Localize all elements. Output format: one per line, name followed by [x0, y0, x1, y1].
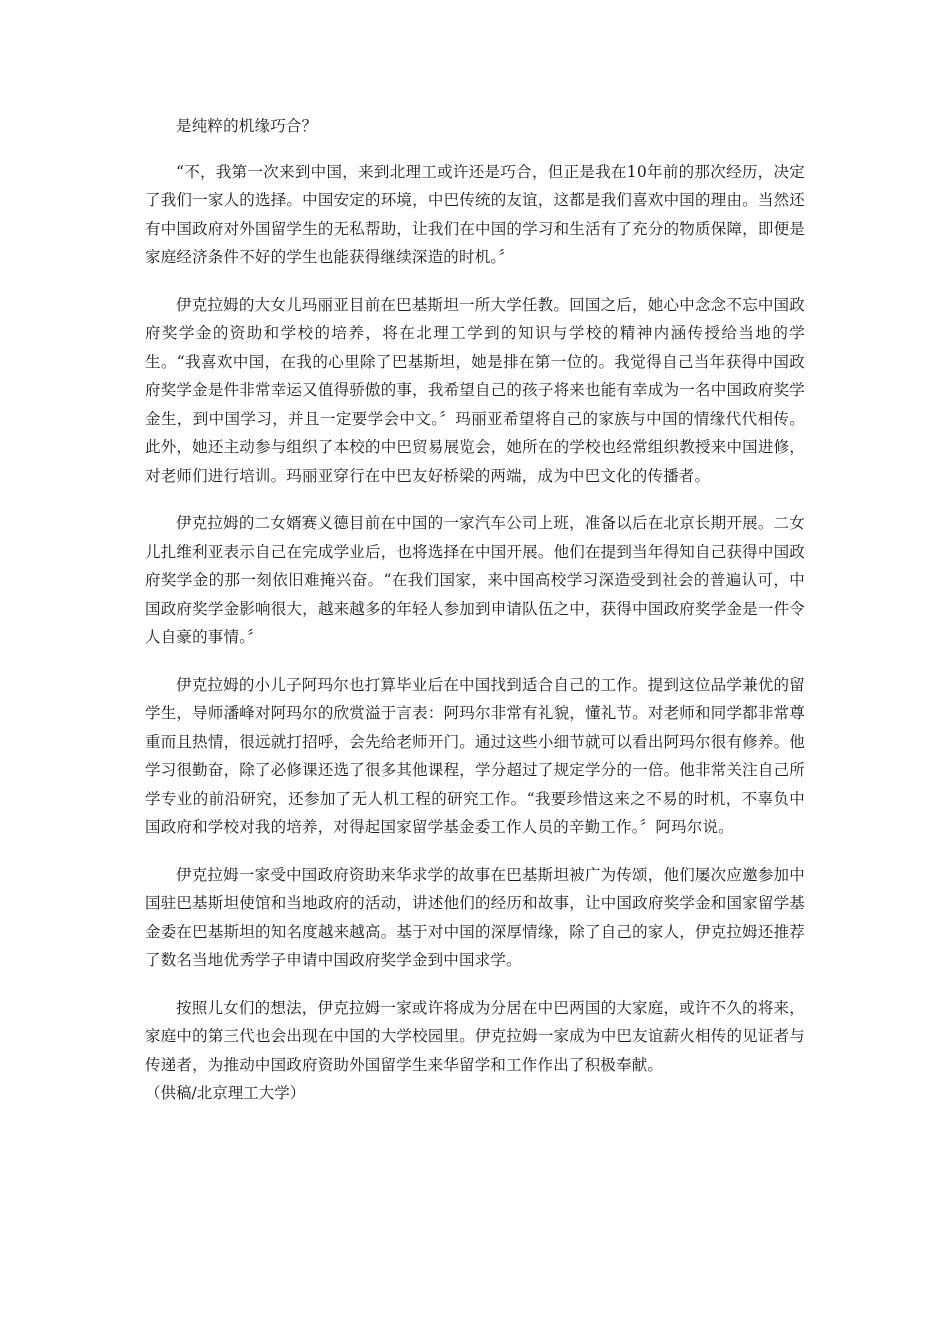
paragraph-saeed-zawilia: 伊克拉姆的二女婿赛义德目前在中国的一家汽车公司上班，准备以后在北京长期开展。二女儿扎维利亚表示自己在完成学业后，也将选择在中国开展。他们在提到当年得知自己获得中国政府奖学金的那一刻依旧难掩兴奋。“在我们国家，来中国高校学习深造受到社会的普遍认可，中国政府奖学金影响很大，越来越多的年轻人参加到申请队伍之中，获得中国政府奖学金是一件令人自豪的事情。〞 [145, 514, 805, 646]
paragraph-conclusion: 按照儿女们的想法，伊克拉姆一家或许将成为分居在中巴两国的大家庭，或许不久的将来，家庭中的第三代也会出现在中国的大学校园里。伊克拉姆一家成为中巴友谊薪火相传的见证者与传递者，为推动中国政府资助外国留学生来华留学和工作作出了积极奉献。 [145, 998, 805, 1074]
source-credit: （供稿/北京理工大学） [145, 1084, 306, 1102]
paragraph-maria: 伊克拉姆的大女儿玛丽亚目前在巴基斯坦一所大学任教。回国之后，她心中念念不忘中国政府奖学金的资助和学校的培养，将在北理工学到的知识与学校的精神内涵传授给当地的学生。“我喜欢中国，在我的心里除了巴基斯坦，她是排在第一位的。我觉得自己当年获得中国政府奖学金是件非常幸运又值得骄傲的事，我希望自己的孩子将来也能有幸成为一名中国政府奖学金生，到中国学习，并且一定要学会中文。〞玛丽亚希望将自己的家族与中国的情缘代代相传。此外，她还主动参与组织了本校的中巴贸易展览会，她所在的学校也经常组织教授来中国进修，对老师们进行培训。玛丽亚穿行在中巴友好桥梁的两端，成为中巴文化的传播者。 [145, 295, 805, 485]
paragraph-ikram-quote: “不，我第一次来到中国，来到北理工或许还是巧合，但正是我在10年前的那次经历，决定了我们一家人的选择。中国安定的环境，中巴传统的友谊，这都是我们喜欢中国的理由。当然还有中国政府对外国留学生的无私帮助，让我们在中国的学习和生活有了充分的物质保障，即便是家庭经济条件不好的学生也能获得继续深造的时机。〞 [145, 162, 805, 266]
article-body [145, 112, 805, 1108]
paragraph-family-story: 伊克拉姆一家受中国政府资助来华求学的故事在巴基斯坦被广为传颂，他们屡次应邀参加中国驻巴基斯坦使馆和当地政府的活动，讲述他们的经历和故事，让中国政府奖学金和国家留学基金委在巴基斯坦的知名度越来越高。基于对中国的深厚情缘，除了自己的家人，伊克拉姆还推荐了数名当地优秀学子申请中国政府奖学金到中国求学。 [145, 865, 805, 969]
paragraph-intro-question: 是纯粹的机缘巧合？ [176, 117, 318, 135]
paragraph-ammar: 伊克拉姆的小儿子阿玛尔也打算毕业后在中国找到适合自己的工作。提到这位品学兼优的留学生，导师潘峰对阿玛尔的欣赏溢于言表：阿玛尔非常有礼貌，懂礼节。对老师和同学都非常尊重而且热情，很远就打招呼，会先给老师开门。通过这些小细节就可以看出阿玛尔很有修养。他学习很勤奋，除了必修课还选了很多其他课程，学分超过了规定学分的一倍。他非常关注自己所学专业的前沿研究，还参加了无人机工程的研究工作。“我要珍惜这来之不易的时机，不辜负中国政府和学校对我的培养，对得起国家留学基金委工作人员的辛勤工作。〞阿玛尔说。 [145, 675, 805, 836]
